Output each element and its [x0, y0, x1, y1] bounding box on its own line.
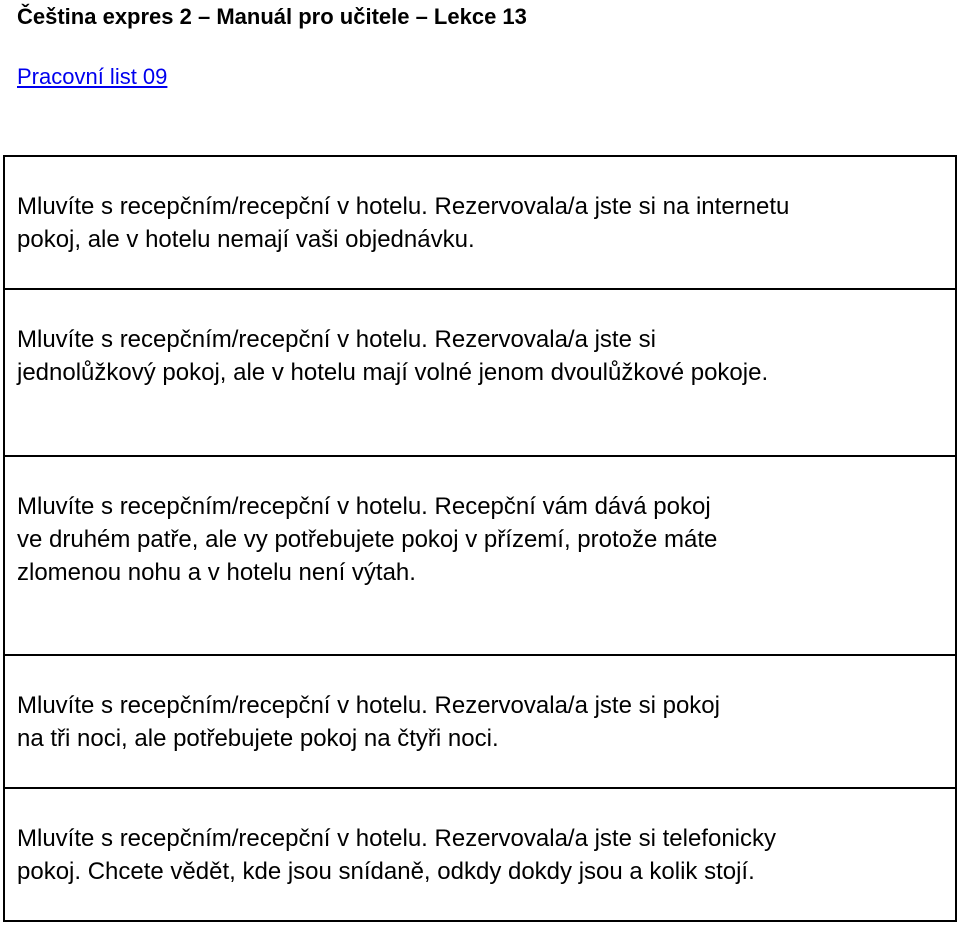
card-text-line: pokoj. Chcete vědět, kde jsou snídaně, odkdy dokdy jsou a kolik stojí.: [17, 858, 755, 885]
role-card-3: [4, 456, 956, 655]
card-text-line: jednolůžkový pokoj, ale v hotelu mají volné jenom dvoulůžkové pokoje.: [17, 359, 769, 386]
card-text-line: Mluvíte s recepčním/recepční v hotelu. Rezervovala/a jste si na internetu: [17, 193, 790, 220]
card-text-line: ve druhém patře, ale vy potřebujete pokoj v přízemí, protože máte: [17, 526, 718, 553]
role-card-table: [3, 155, 957, 922]
role-card-4: [4, 655, 956, 788]
card-text-line: Mluvíte s recepčním/recepční v hotelu. Rezervovala/a jste si: [17, 326, 656, 353]
card-text-line: zlomenou nohu a v hotelu není výtah.: [17, 559, 416, 586]
card-text-line: Mluvíte s recepčním/recepční v hotelu. Recepční vám dává pokoj: [17, 493, 711, 520]
role-card-1: [4, 156, 956, 289]
role-card-2: [4, 289, 956, 456]
table-row: [4, 156, 956, 289]
card-text-line: na tři noci, ale potřebujete pokoj na čtyři noci.: [17, 725, 499, 752]
role-card-5: [4, 788, 956, 921]
table-row: [4, 788, 956, 921]
table-row: [4, 456, 956, 655]
table-row: [4, 289, 956, 456]
card-text-line: Mluvíte s recepčním/recepční v hotelu. Rezervovala/a jste si telefonicky: [17, 825, 776, 852]
card-text-line: Mluvíte s recepčním/recepční v hotelu. Rezervovala/a jste si pokoj: [17, 692, 720, 719]
card-text-line: pokoj, ale v hotelu nemají vaši objednávku.: [17, 226, 475, 253]
page-title: Čeština expres 2 – Manuál pro učitele – Lekce 13: [17, 4, 527, 29]
worksheet-link[interactable]: Pracovní list 09: [17, 64, 168, 89]
table-row: [4, 655, 956, 788]
